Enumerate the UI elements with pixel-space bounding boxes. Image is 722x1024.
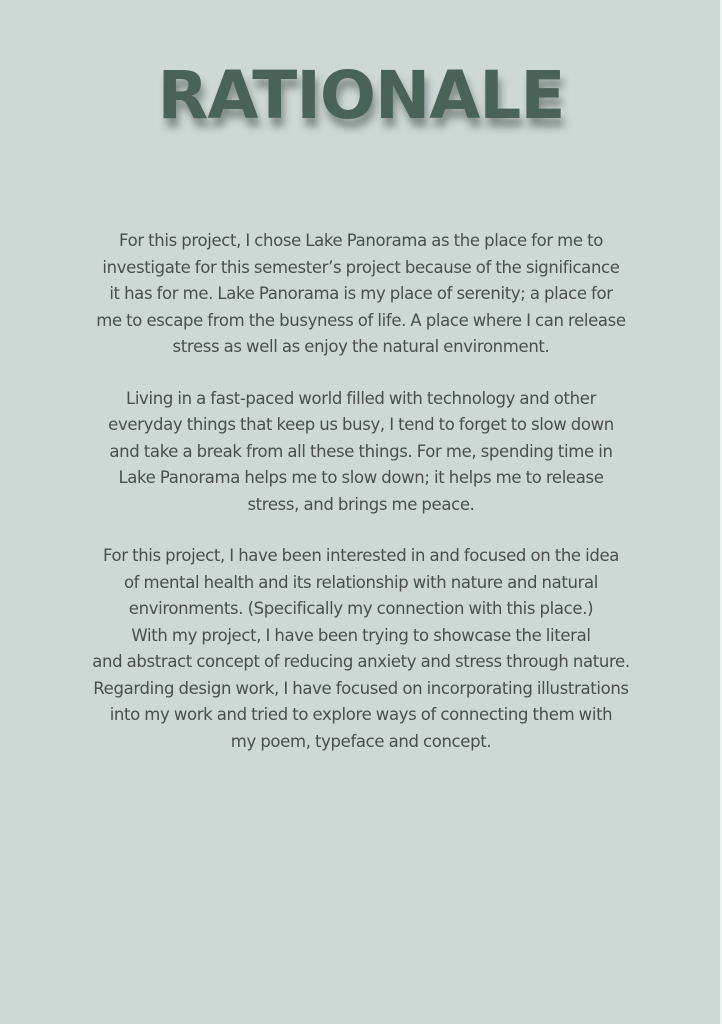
paragraph-line: Lake Panorama helps me to slow down; it helps me to release [118,468,604,487]
paragraph-line: of mental health and its relationship with nature and natural [123,572,599,592]
paragraph-line: into my work and tried to explore ways of connecting them with [109,705,613,724]
paragraph-line: For this project, I chose Lake Panorama as the place for me to [119,231,603,250]
rationale-body [50,228,672,780]
paragraph-line: my poem, typeface and concept. [230,731,492,751]
paragraph-2 [50,386,672,519]
paragraph-line: everyday things that keep us busy, I tend to forget to slow down [108,415,614,434]
paragraph-line: For this project, I have been interested in and focused on the idea [102,546,620,565]
paragraph-line: stress, and brings me peace. [247,494,475,514]
paragraph-line: me to escape from the busyness of life. A place where I can release [96,310,626,330]
paragraph-line: and abstract concept of reducing anxiety and stress through nature. [92,652,630,671]
paragraph-line: Living in a fast-paced world filled with technology and other [125,388,597,408]
paragraph-line: environments. (Specifically my connection with this place.) [128,599,594,618]
paragraph-1 [50,228,672,361]
paragraph-line: investigate for this semester’s project because of the significance [102,257,620,277]
page-title: RATIONALE [157,57,565,134]
paragraph-line: stress as well as enjoy the natural environment. [172,337,550,356]
paragraph-line: With my project, I have been trying to showcase the literal [131,625,591,645]
paragraph-line: and take a break from all these things. For me, spending time in [109,441,613,461]
paragraph-line: it has for me. Lake Panorama is my place of serenity; a place for [109,284,613,303]
paragraph-line: Regarding design work, I have focused on incorporating illustrations [93,678,629,698]
paragraph-3 [50,543,672,755]
